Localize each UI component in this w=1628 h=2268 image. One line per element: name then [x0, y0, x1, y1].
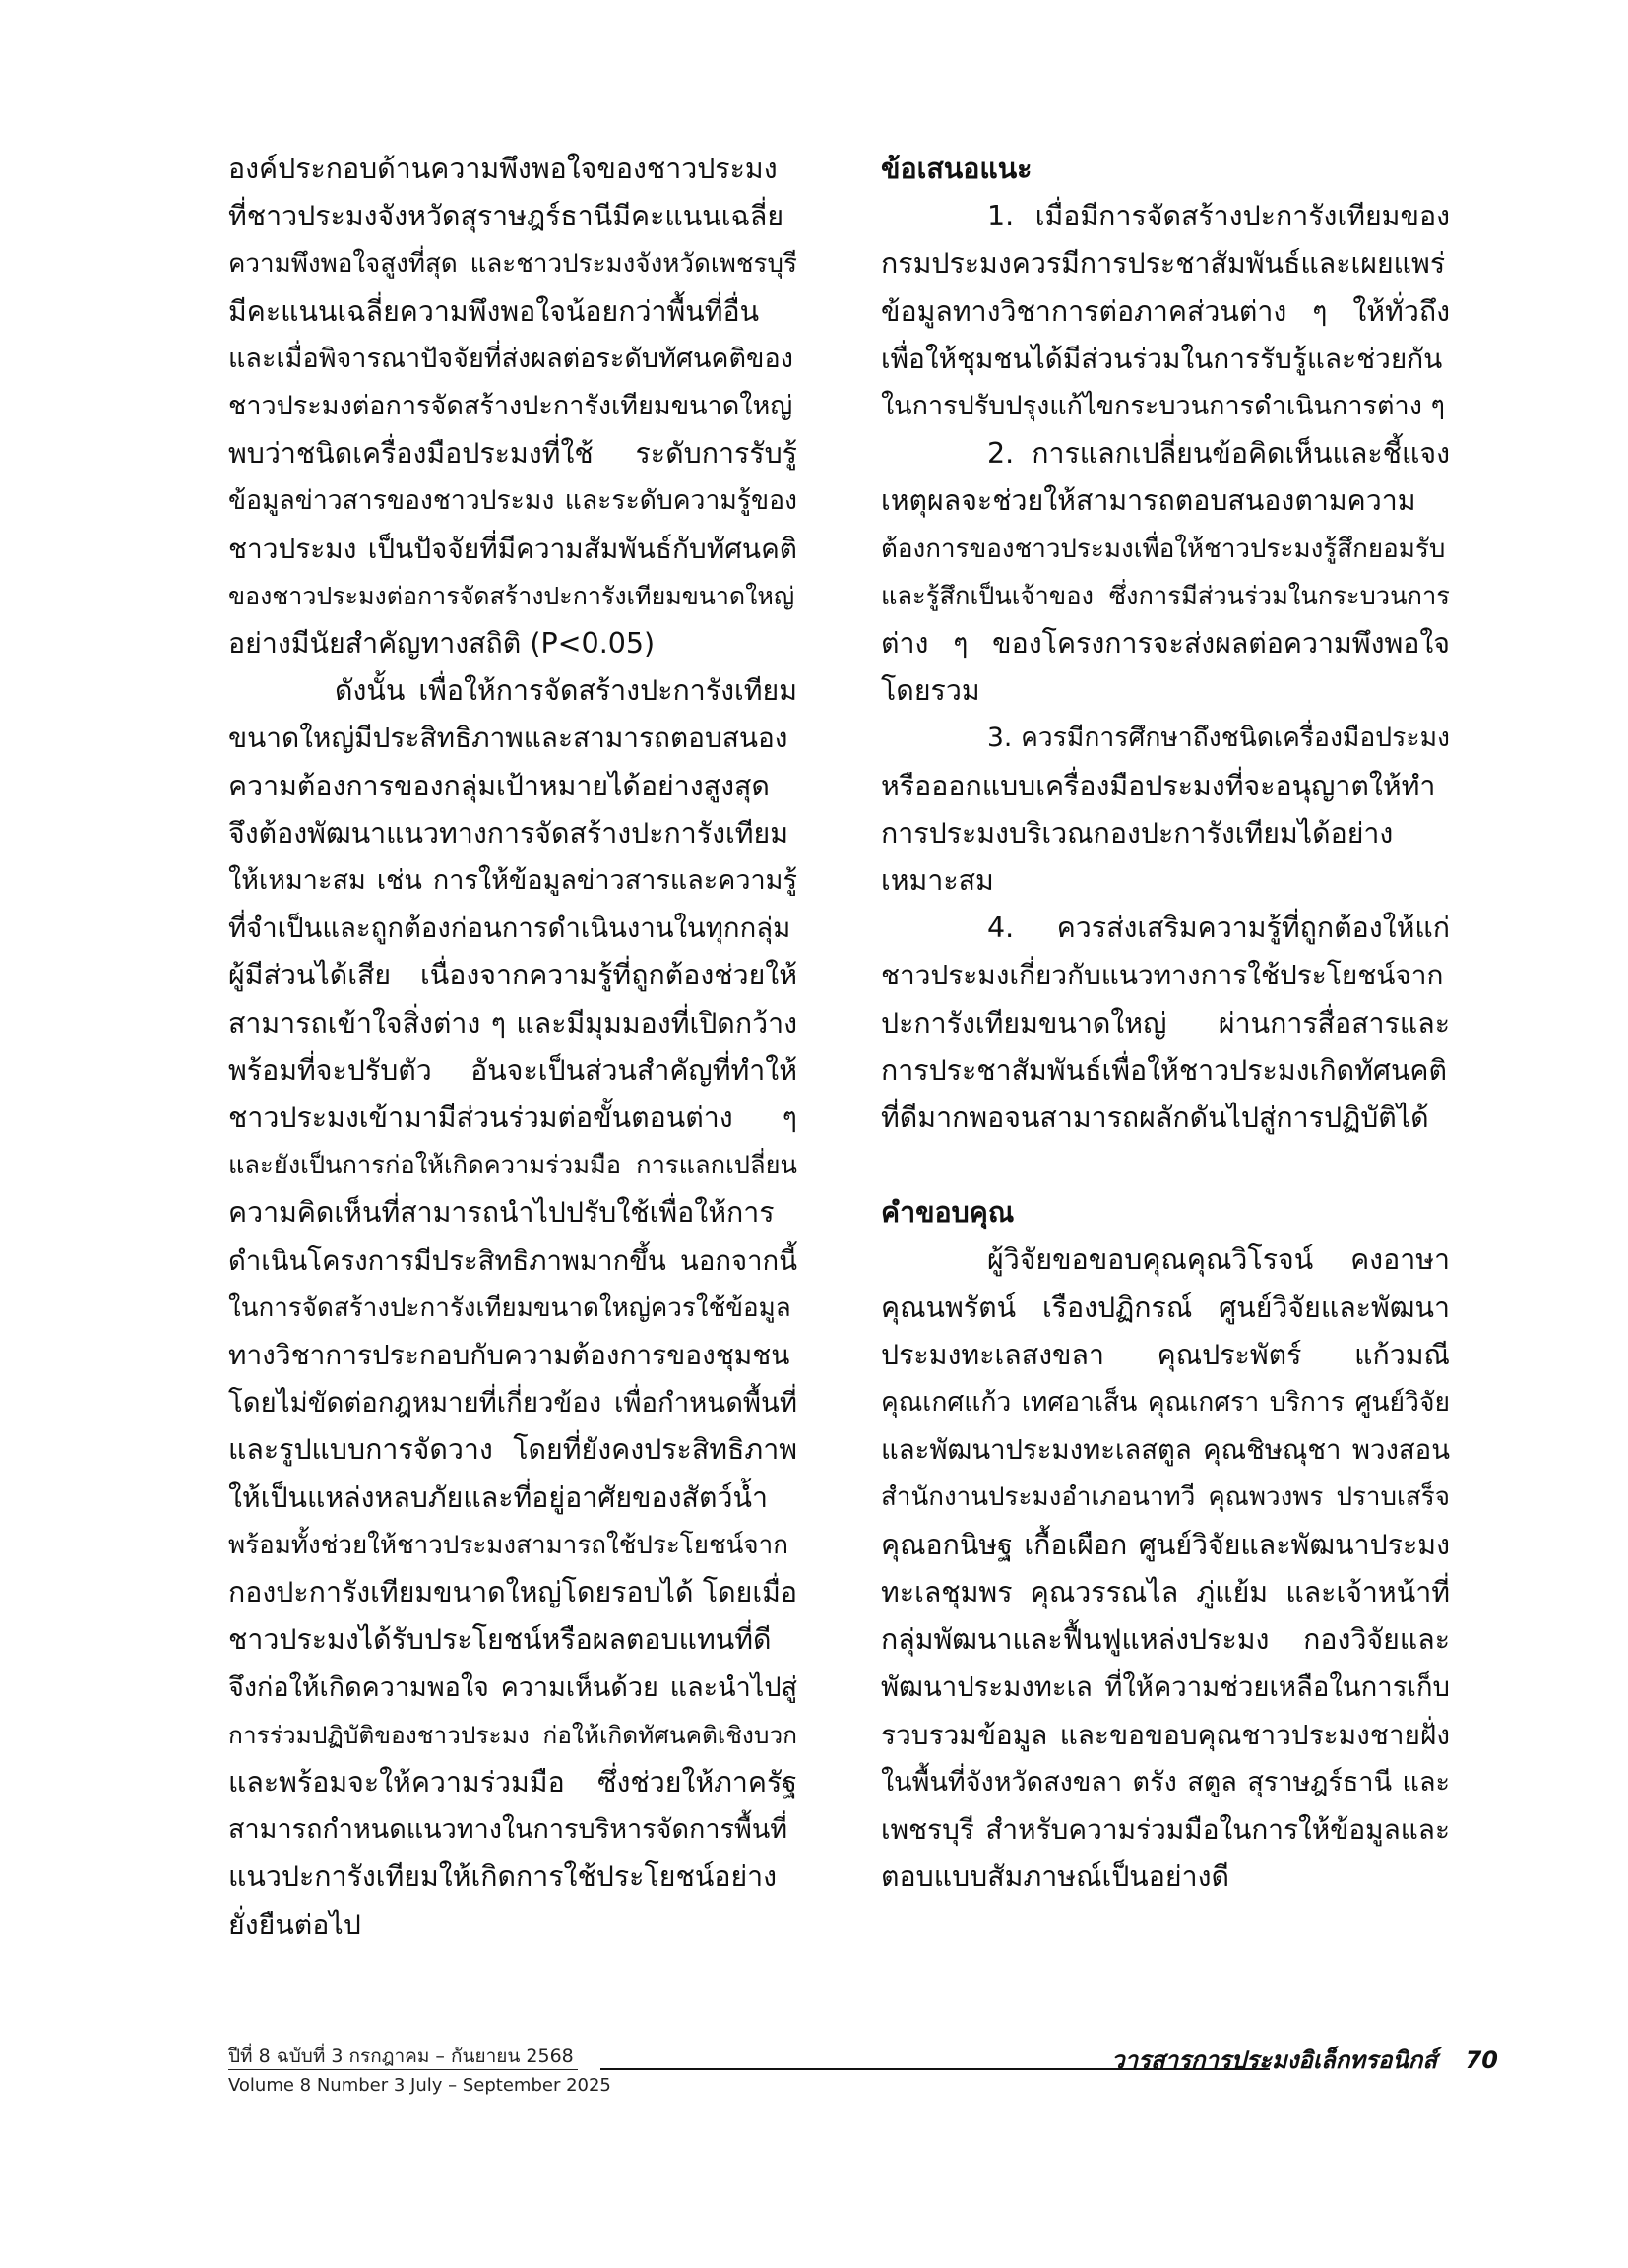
- body-line: โดยรวม: [881, 674, 980, 708]
- body-line: ผู้มีส่วนได้เสีย เนื่องจากความรู้ที่ถูกต้องช่วยให้: [228, 959, 797, 992]
- body-line: และเมื่อพิจารณาปัจจัยที่ส่งผลต่อระดับทัศนคติของ: [228, 343, 793, 374]
- body-line: ที่ชาวประมงจังหวัดสุราษฎร์ธานีมีคะแนนเฉลี่ย: [228, 200, 784, 233]
- body-line: การประชาสัมพันธ์เพื่อให้ชาวประมงเกิดทัศนคติ: [881, 1053, 1448, 1087]
- left-column: [228, 146, 797, 1949]
- body-line: ผู้วิจัยขอขอบคุณคุณวิโรจน์ คงอาษา: [987, 1243, 1450, 1277]
- body-line: จึงก่อให้เกิดความพอใจ ความเห็นด้วย และนำไปสู่: [228, 1671, 797, 1703]
- page-footer: [228, 2044, 1498, 2103]
- body-line: กองปะการังเทียมขนาดใหญ่โดยรอบได้ โดยเมื่อ: [228, 1576, 797, 1609]
- body-line: ตอบแบบสัมภาษณ์เป็นอย่างดี: [881, 1860, 1230, 1894]
- body-line: การร่วมปฏิบัติของชาวประมง ก่อให้เกิดทัศนคติเชิงบวก: [228, 1720, 797, 1749]
- body-line: สามารถเข้าใจสิ่งต่าง ๆ และมีมุมมองที่เปิดกว้าง: [228, 1006, 797, 1040]
- body-line: องค์ประกอบด้านความพึงพอใจของชาวประมง: [228, 153, 778, 185]
- body-line: การประมงบริเวณกองปะการังเทียมได้อย่าง: [881, 816, 1394, 850]
- body-line: จึงต้องพัฒนาแนวทางการจัดสร้างปะการังเทียม: [228, 816, 789, 850]
- page-number: 70: [1465, 2047, 1498, 2074]
- body-line: พัฒนาประมงทะเล ที่ให้ความช่วยเหลือในการเก็บ: [881, 1671, 1450, 1704]
- body-line: เหตุผลจะช่วยให้สามารถตอบสนองตามความ: [881, 484, 1416, 518]
- body-line: สามารถกำหนดแนวทางในการบริหารจัดการพื้นที่: [228, 1814, 788, 1846]
- body-line: ดังนั้น เพื่อให้การจัดสร้างปะการังเทียม: [335, 674, 797, 708]
- body-line: ที่จำเป็นและถูกต้องก่อนการดำเนินงานในทุกกลุ่ม: [228, 913, 791, 945]
- section-heading: ข้อเสนอแนะ: [881, 153, 1033, 185]
- acknowledgements-section: [881, 1189, 1450, 1901]
- body-line: กรมประมงควรมีการประชาสัมพันธ์และเผยแพร่: [881, 247, 1446, 281]
- body-line: ข้อมูลข่าวสารของชาวประมง และระดับความรู้ของ: [228, 485, 797, 517]
- body-line: ในการปรับปรุงแก้ไขกระบวนการดำเนินการต่าง ๆ: [881, 391, 1445, 422]
- body-line: เพื่อให้ชุมชนได้มีส่วนร่วมในการรับรู้และช่วยกัน: [881, 342, 1443, 375]
- body-line: 2. การแลกเปลี่ยนข้อคิดเห็นและชี้แจง: [987, 437, 1450, 471]
- right-column: [881, 146, 1450, 1901]
- body-line: และพัฒนาประมงทะเลสตูล คุณชิษณุชา พวงสอน: [881, 1434, 1450, 1467]
- body-line: อย่างมีนัยสำคัญทางสถิติ (P<0.05): [228, 627, 656, 661]
- body-line: ความต้องการของกลุ่มเป้าหมายได้อย่างสูงสุด: [228, 769, 770, 802]
- body-line: 4. ควรส่งเสริมความรู้ที่ถูกต้องให้แก่: [987, 912, 1450, 945]
- body-line: ที่ดีมากพอจนสามารถผลักดันไปสู่การปฏิบัติได้: [881, 1102, 1429, 1135]
- body-line: ประมงทะเลสงขลา คุณประพัตร์ แก้วมณี: [881, 1338, 1450, 1371]
- body-line: โดยไม่ขัดต่อกฎหมายที่เกี่ยวข้อง เพื่อกำหนดพื้นที่: [228, 1387, 797, 1419]
- body-line: และรู้สึกเป็นเจ้าของ ซึ่งการมีส่วนร่วมในกระบวนการ: [881, 581, 1450, 611]
- section-spacer: [881, 1142, 1450, 1189]
- body-line: รวบรวมข้อมูล และขอขอบคุณชาวประมงชายฝั่ง: [881, 1718, 1450, 1751]
- body-line: คุณอกนิษฐ เกื้อเผือก ศูนย์วิจัยและพัฒนาประมง: [881, 1528, 1450, 1561]
- body-line: ยั่งยืนต่อไป: [228, 1908, 361, 1941]
- body-line: ต้องการของชาวประมงเพื่อให้ชาวประมงรู้สึกยอมรับ: [881, 534, 1446, 564]
- body-line: ต่าง ๆ ของโครงการจะส่งผลต่อความพึงพอใจ: [881, 627, 1450, 661]
- body-line: ชาวประมง เป็นปัจจัยที่มีความสัมพันธ์กับทัศนคติ: [228, 532, 797, 565]
- body-line: ในพื้นที่จังหวัดสงขลา ตรัง สตูล สุราษฎร์ธานี และ: [881, 1766, 1450, 1797]
- body-line: พบว่าชนิดเครื่องมือประมงที่ใช้ ระดับการรับรู้: [228, 437, 797, 471]
- journal-name: วารสารการประมงอิเล็กทรอนิกส์: [1111, 2047, 1437, 2074]
- body-line: คุณเกศแก้ว เทศอาเส็น คุณเกศรา บริการ ศูนย์วิจัย: [881, 1387, 1450, 1418]
- issue-english: Volume 8 Number 3 July – September 2025: [228, 2075, 611, 2096]
- body-line: คุณนพรัตน์ เรืองปฏิกรณ์ ศูนย์วิจัยและพัฒนา: [881, 1291, 1450, 1324]
- body-line: ปะการังเทียมขนาดใหญ่ ผ่านการสื่อสารและ: [881, 1006, 1450, 1040]
- body-line: สำนักงานประมงอำเภอนาทวี คุณพวงพร ปราบเสร็จ: [881, 1482, 1450, 1513]
- body-line: และรูปแบบการจัดวาง โดยที่ยังคงประสิทธิภาพ: [228, 1433, 797, 1467]
- section-heading: คำขอบคุณ: [881, 1196, 1015, 1229]
- body-line: 3. ควรมีการศึกษาถึงชนิดเครื่องมือประมง: [987, 723, 1450, 754]
- body-line: มีคะแนนเฉลี่ยความพึงพอใจน้อยกว่าพื้นที่อื่น: [228, 294, 760, 328]
- body-line: ให้เหมาะสม เช่น การให้ข้อมูลข่าวสารและความรู้: [228, 865, 797, 897]
- body-line: พร้อมที่จะปรับตัว อันจะเป็นส่วนสำคัญที่ทำให้: [228, 1053, 797, 1087]
- body-line: 1. เมื่อมีการจัดสร้างปะการังเทียมของ: [987, 200, 1450, 233]
- body-line: กลุ่มพัฒนาและฟื้นฟูแหล่งประมง กองวิจัยและ: [881, 1623, 1450, 1657]
- body-line: และยังเป็นการก่อให้เกิดความร่วมมือ การแลกเปลี่ยน: [228, 1151, 797, 1181]
- body-line: หรือออกแบบเครื่องมือประมงที่จะอนุญาตให้ทำ: [881, 769, 1436, 802]
- body-line: เพชรบุรี สำหรับความร่วมมือในการให้ข้อมูลและ: [881, 1812, 1450, 1846]
- body-line: ดำเนินโครงการมีประสิทธิภาพมากขึ้น นอกจากนี้: [228, 1244, 797, 1277]
- body-line: และพร้อมจะให้ความร่วมมือ ซึ่งช่วยให้ภาครัฐ: [228, 1765, 797, 1798]
- body-line: ชาวประมงเกี่ยวกับแนวทางการใช้ประโยชน์จาก: [881, 959, 1444, 992]
- body-line: แนวปะการังเทียมให้เกิดการใช้ประโยชน์อย่าง: [228, 1860, 778, 1894]
- recommendations-section: [881, 146, 1450, 1142]
- body-line: ชาวประมงได้รับประโยชน์หรือผลตอบแทนที่ดี: [228, 1623, 772, 1657]
- body-line: ชาวประมงต่อการจัดสร้างปะการังเทียมขนาดใหญ่: [228, 391, 793, 422]
- body-line: ขนาดใหญ่มีประสิทธิภาพและสามารถตอบสนอง: [228, 722, 788, 755]
- body-line: ความคิดเห็นที่สามารถนำไปปรับใช้เพื่อให้การ: [228, 1196, 775, 1229]
- body-line: ทางวิชาการประกอบกับความต้องการของชุมชน: [228, 1339, 790, 1372]
- body-line: ทะเลชุมพร คุณวรรณไล ภู่แย้ม และเจ้าหน้าที่: [881, 1575, 1450, 1608]
- body-line: ให้เป็นแหล่งหลบภัยและที่อยู่อาศัยของสัตว์น้ำ: [228, 1480, 768, 1514]
- body-line: พร้อมทั้งช่วยให้ชาวประมงสามารถใช้ประโยชน์จาก: [228, 1530, 789, 1560]
- body-line: ของชาวประมงต่อการจัดสร้างปะการังเทียมขนาดใหญ่: [228, 581, 795, 610]
- body-line: เหมาะสม: [881, 864, 994, 898]
- body-line: ในการจัดสร้างปะการังเทียมขนาดใหญ่ควรใช้ข้อมูล: [228, 1292, 791, 1323]
- body-line: ข้อมูลทางวิชาการต่อภาคส่วนต่าง ๆ ให้ทั่วถึง: [881, 294, 1450, 328]
- body-line: ความพึงพอใจสูงที่สุด และชาวประมงจังหวัดเพชรบุรี: [228, 249, 797, 280]
- issue-thai: ปีที่ 8 ฉบับที่ 3 กรกฎาคม – กันยายน 2568: [228, 2044, 578, 2070]
- body-line: ชาวประมงเข้ามามีส่วนร่วมต่อขั้นตอนต่าง ๆ: [228, 1102, 797, 1135]
